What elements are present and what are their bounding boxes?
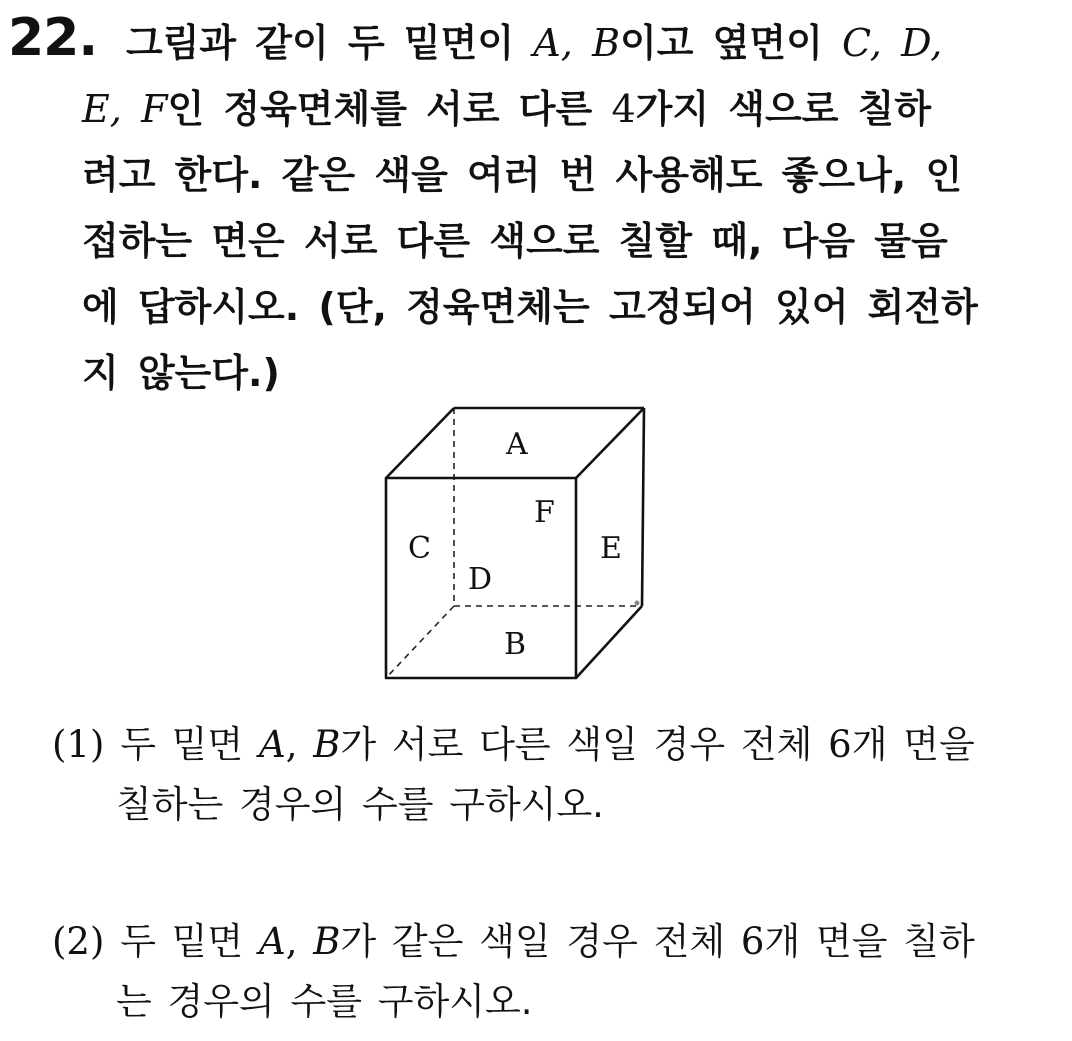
problem-line-1 — [126, 10, 1022, 76]
right-back-edge — [642, 408, 644, 606]
question-2-line-1 — [52, 912, 1042, 972]
question-1-pre: 두 밑면 — [120, 723, 244, 766]
question-1-line-1 — [52, 715, 1042, 775]
q2-face-a: A — [258, 920, 286, 963]
question-2-marker: (2) — [52, 920, 105, 963]
question-1-line-2: 칠하는 경우의 수를 구하시오. — [116, 783, 604, 826]
problem-line-3: 려고 한다. 같은 색을 여러 번 사용해도 좋으나, 인 — [82, 153, 963, 197]
cube-figure — [380, 400, 650, 690]
q2-face-b: B — [313, 920, 341, 963]
face-f-symbol: F — [141, 87, 168, 131]
face-e-symbol: E — [82, 87, 110, 131]
question-2-mid: 가 같은 색일 경우 전체 — [340, 920, 726, 963]
color-count: 4 — [611, 87, 636, 131]
hidden-edge-diagonal — [386, 606, 454, 678]
problem-line-2 — [82, 76, 1022, 142]
problem-line-6: 지 않는다.) — [82, 351, 280, 395]
label-left-c: C — [408, 531, 431, 566]
question-2-line-2: 는 경우의 수를 구하시오. — [116, 980, 533, 1023]
face-b-symbol: B — [592, 21, 621, 65]
question-1 — [52, 715, 1042, 835]
question-1-end: 개 면을 — [851, 723, 975, 766]
top-left-edge — [386, 408, 454, 478]
comma-symbol: , — [109, 87, 122, 131]
question-2 — [52, 912, 1042, 1032]
vertex-dot — [635, 601, 640, 606]
face-d-symbol: D — [901, 21, 931, 65]
face-c-symbol: C — [842, 21, 870, 65]
problem-line-4: 접하는 면은 서로 다른 색으로 칠할 때, 다음 물음 — [82, 219, 948, 263]
q1-comma: , — [285, 723, 298, 766]
question-2-pre: 두 밑면 — [120, 920, 244, 963]
line2-post: 가지 색으로 칠하 — [635, 87, 932, 131]
question-1-mid: 가 서로 다른 색일 경우 전체 — [340, 723, 813, 766]
line2-mid: 인 정육면체를 서로 다른 — [167, 87, 593, 131]
problem-number: 22. — [8, 8, 98, 68]
q1-face-a: A — [258, 723, 286, 766]
line1-pre: 그림과 같이 두 밑면이 — [126, 21, 515, 65]
label-top-a: A — [506, 427, 528, 462]
comma-symbol: , — [869, 21, 882, 65]
face-a-symbol: A — [533, 21, 561, 65]
cube-diagram — [380, 400, 650, 690]
question-2-end: 개 면을 칠하 — [764, 920, 975, 963]
comma-symbol: , — [930, 21, 943, 65]
label-right-e: E — [600, 531, 622, 566]
bottom-right-edge — [576, 606, 642, 678]
q2-comma: , — [285, 920, 298, 963]
question-2-count: 6 — [740, 920, 765, 963]
question-1-count: 6 — [828, 723, 852, 766]
label-back-d: D — [468, 562, 493, 597]
comma-symbol: , — [560, 21, 573, 65]
problem-line-5: 에 답하시오. (단, 정육면체는 고정되어 있어 회전하 — [82, 285, 978, 329]
problem-statement — [82, 10, 1022, 406]
top-right-edge — [576, 408, 644, 478]
label-front-f: F — [534, 495, 555, 530]
question-1-marker: (1) — [52, 723, 105, 766]
line1-mid: 이고 옆면이 — [620, 21, 823, 65]
label-bottom-b: B — [504, 627, 527, 662]
q1-face-b: B — [313, 723, 341, 766]
